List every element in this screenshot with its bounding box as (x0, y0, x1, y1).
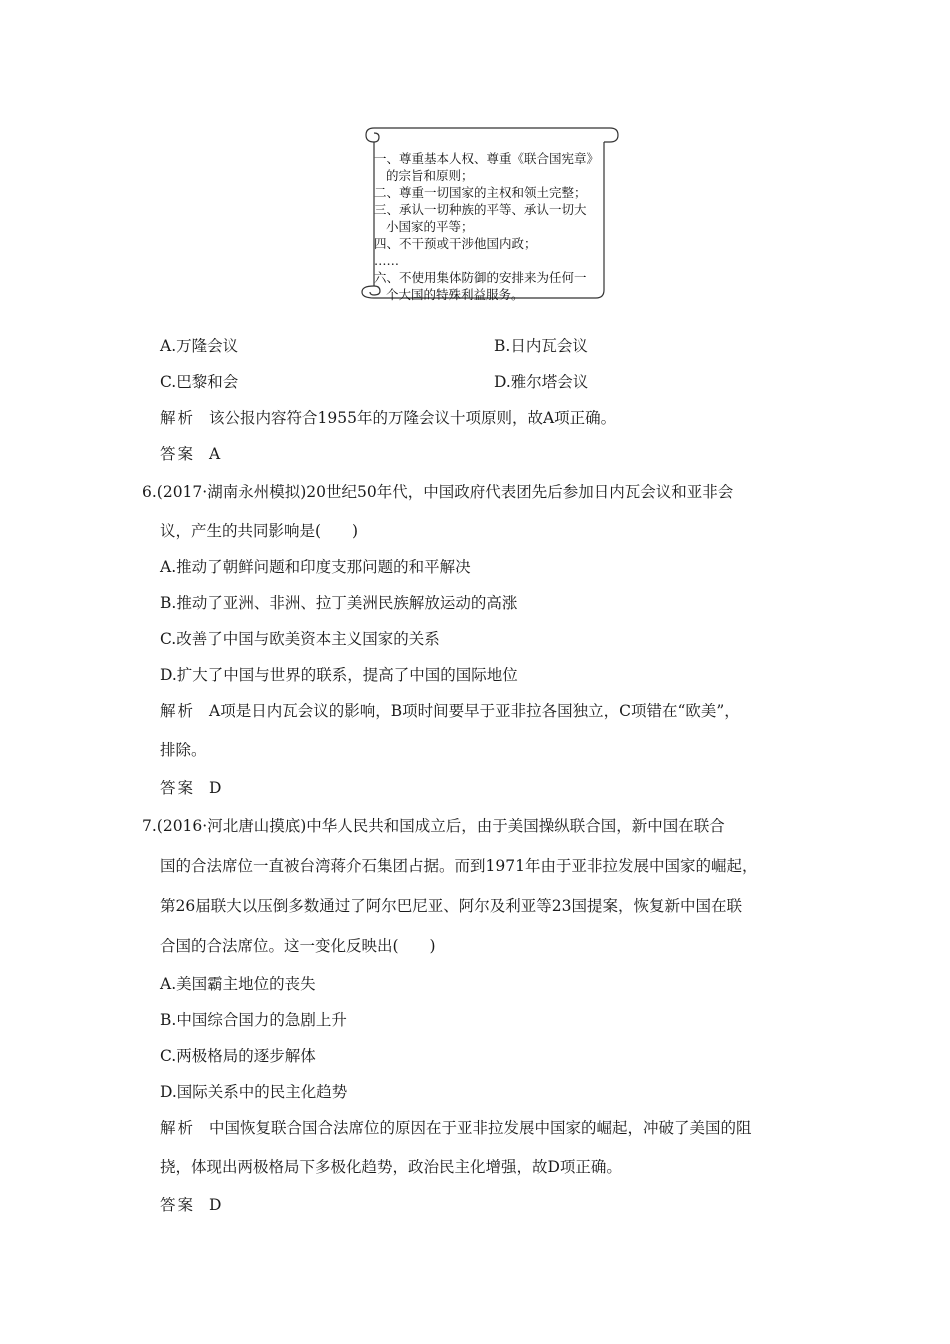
figure-line: 二、尊重一切国家的主权和领土完整； (374, 185, 587, 200)
answer-label: 答案 (160, 779, 196, 797)
q7-option-a: A.美国霸主地位的丧失 (160, 975, 316, 993)
q7-stem-line2: 国的合法席位一直被台湾蒋介石集团占据。而到1971年由于亚非拉发展中国家的崛起， (160, 857, 758, 875)
answer-value: D (209, 779, 222, 797)
q6-stem-line2: 议，产生的共同影响是( ) (160, 522, 359, 540)
answer-label: 答案 (160, 1196, 196, 1214)
q6-option-d: D.扩大了中国与世界的联系，提高了中国的国际地位 (160, 666, 518, 684)
analysis-text: 中国恢复联合国合法席位的原因在于亚非拉发展中国家的崛起，冲破了美国的阻 (209, 1119, 752, 1137)
figure-line: 的宗旨和原则； (386, 168, 474, 183)
q5-option-c: C.巴黎和会 (160, 373, 239, 391)
figure-line: 六、不使用集体防御的安排来为任何一 (374, 270, 587, 285)
q7-answer (160, 1193, 221, 1215)
q7-stem-line3: 第26届联大以压倒多数通过了阿尔巴尼亚、阿尔及利亚等23国提案，恢复新中国在联 (160, 897, 742, 915)
q7-analysis-line2: 挠，体现出两极格局下多极化趋势，政治民主化增强，故D项正确。 (160, 1158, 622, 1176)
scroll-text (374, 150, 610, 303)
q6-answer (160, 776, 221, 798)
answer-label: 答案 (160, 445, 196, 463)
analysis-label: 解析 (160, 702, 196, 720)
analysis-text: 该公报内容符合1955年的万隆会议十项原则，故A项正确。 (209, 409, 617, 427)
analysis-label: 解析 (160, 409, 196, 427)
q7-analysis (160, 1116, 752, 1138)
q6-stem-line1: 6.(2017·湖南永州模拟)20世纪50年代，中国政府代表团先后参加日内瓦会议和亚非会 (142, 483, 734, 501)
answer-value: D (209, 1196, 222, 1214)
figure-line: …… (374, 253, 399, 268)
q5-analysis (160, 406, 616, 428)
q5-option-b: B.日内瓦会议 (494, 337, 588, 355)
figure-line: 一、尊重基本人权、尊重《联合国宪章》 (374, 151, 600, 166)
q7-option-b: B.中国综合国力的急剧上升 (160, 1011, 347, 1029)
figure-line: 四、不干预或干涉他国内政； (374, 236, 537, 251)
figure-line: 三、承认一切种族的平等、承认一切大 (374, 202, 587, 217)
q7-option-d: D.国际关系中的民主化趋势 (160, 1083, 348, 1101)
figure-line: 个大国的特殊利益服务。 (386, 287, 524, 302)
figure-line: 小国家的平等； (386, 219, 474, 234)
q6-option-a: A.推动了朝鲜问题和印度支那问题的和平解决 (160, 558, 471, 576)
answer-value: A (209, 445, 221, 463)
q7-stem-line4: 合国的合法席位。这一变化反映出( ) (160, 937, 436, 955)
q7-stem-line1: 7.(2016·河北唐山摸底)中华人民共和国成立后，由于美国操纵联合国，新中国在联合 (142, 817, 725, 835)
q6-analysis-line2: 排除。 (160, 741, 207, 759)
q5-option-d: D.雅尔塔会议 (494, 373, 589, 391)
q6-analysis (160, 699, 740, 721)
scroll-figure (352, 122, 624, 304)
q5-option-a: A.万隆会议 (160, 337, 239, 355)
analysis-label: 解析 (160, 1119, 196, 1137)
q6-option-c: C.改善了中国与欧美资本主义国家的关系 (160, 630, 440, 648)
q5-answer (160, 442, 220, 464)
q7-option-c: C.两极格局的逐步解体 (160, 1047, 316, 1065)
q6-option-b: B.推动了亚洲、非洲、拉丁美洲民族解放运动的高涨 (160, 594, 518, 612)
analysis-text: A项是日内瓦会议的影响，B项时间要早于亚非拉各国独立，C项错在“欧美”， (209, 702, 740, 720)
